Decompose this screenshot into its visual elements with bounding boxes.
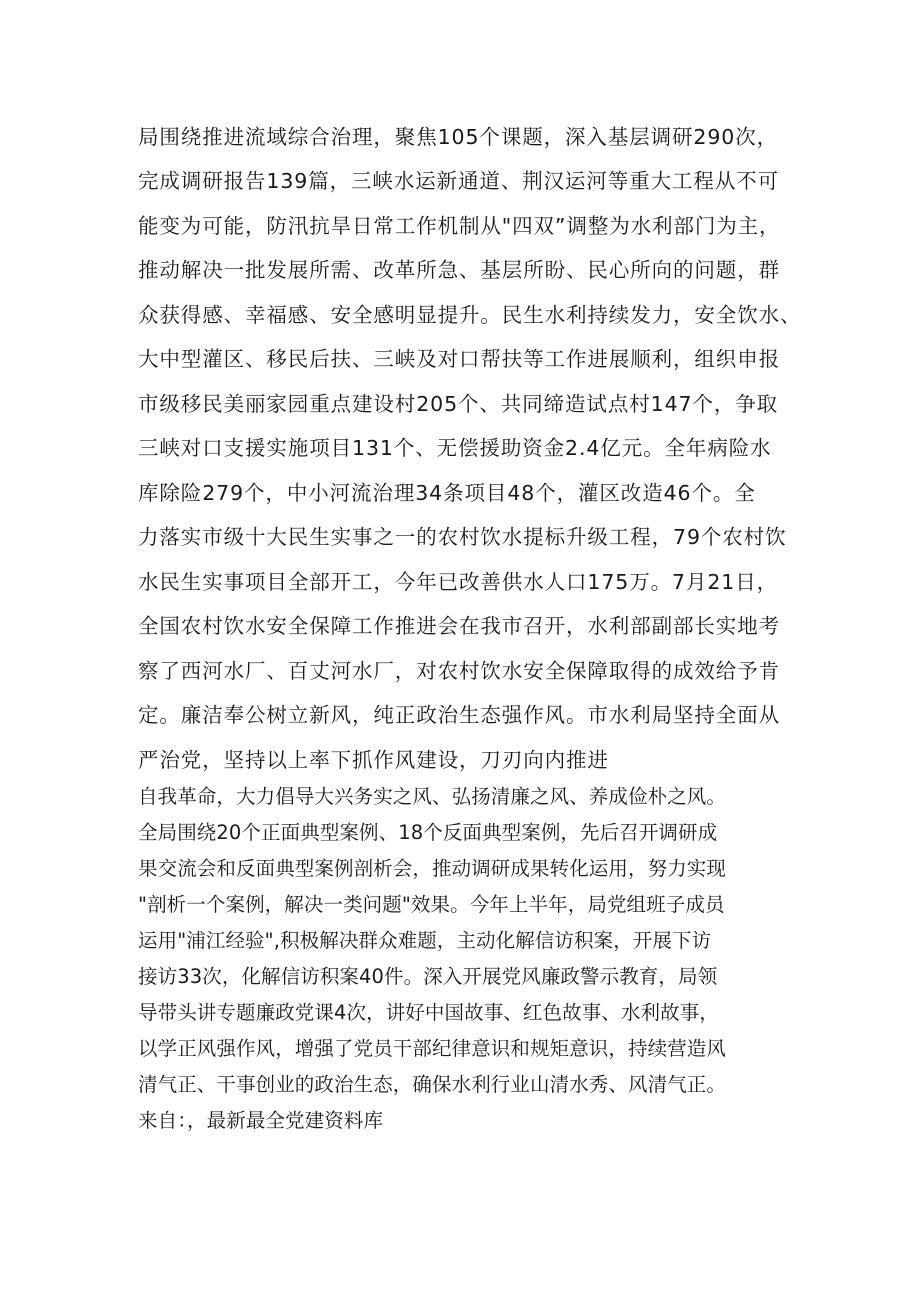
text-line: 局围绕推进流域综合治理，聚焦105个课题，深入基层调研290次， — [138, 125, 779, 149]
text-line: 自我革命，大力倡导大兴务实之风、弘扬清廉之风、养成俭朴之风。 — [138, 785, 727, 808]
text-line: 全局围绕20个正面典型案例、18个反面典型案例，先后召开调研成 — [138, 821, 718, 844]
text-line: 完成调研报告139篇，三峡水运新通道、荆汉运河等重大工程从不可 — [138, 169, 780, 193]
text-line: 能变为可能，防汛抗旱日常工作机制从"四双”调整为水利部门为主， — [138, 214, 781, 238]
text-line: 果交流会和反面典型案例剖析会，推动调研成果转化运用，努力实现 — [138, 857, 727, 880]
text-line: 以学正风强作风，增强了党员干部纪律意识和规矩意识，持续营造风 — [138, 1037, 727, 1060]
text-line: 严治党，坚持以上率下抓作风建设，刀刃向内推进 — [138, 748, 609, 772]
text-line: 全国农村饮水安全保障工作推进会在我市召开，水利部副部长实地考 — [138, 614, 780, 638]
text-line: 清气正、干事创业的政治生态，确保水利行业山清水秀、风清气正。 — [138, 1073, 727, 1096]
text-line: "剖析一个案例，解决一类问题"效果。今年上半年，局党组班子成员 — [138, 893, 725, 916]
text-line: 推动解决一批发展所需、改革所急、基层所盼、民心所向的问题，群 — [138, 258, 780, 282]
text-line: 力落实市级十大民生实事之一的农村饮水提标升级工程，79个农村饮 — [138, 525, 787, 549]
text-line: 水民生实事项目全部开工，今年已改善供水人口175万。7月21日， — [138, 570, 779, 594]
text-line: 三峡对口支援实施项目131个、无偿援助资金2.4亿元。全年病险水 — [138, 436, 772, 460]
text-line: 众获得感、幸福感、安全感明显提升。民生水利持续发力，安全饮水、 — [138, 303, 802, 327]
source-note: 来自：，最新最全党建资料库 — [138, 1109, 384, 1132]
text-line: 察了西河水厂、百丈河水厂，对农村饮水安全保障取得的成效给予肯 — [138, 659, 780, 683]
text-line: 定。廉洁奉公树立新风，纯正政治生态强作风。市水利局坚持全面从 — [138, 703, 780, 727]
text-line: 运用"浦江经验",积极解决群众难题，主动化解信访积案，开展下访 — [138, 929, 712, 952]
text-line: 市级移民美丽家园重点建设村205个、共同缔造试点村147个，争取 — [138, 392, 779, 416]
text-line: 大中型灌区、移民后扶、三峡及对口帮扶等工作进展顺利，组织申报 — [138, 347, 780, 371]
text-line: 导带头讲专题廉政党课4次，讲好中国故事、红色故事、水利故事， — [138, 1001, 719, 1024]
text-line: 接访33次，化解信访积案40件。深入开展党风廉政警示教育，局领 — [138, 965, 718, 988]
text-line: 库除险279个，中小河流治理34条项目48个，灌区改造46个。全 — [138, 481, 756, 505]
